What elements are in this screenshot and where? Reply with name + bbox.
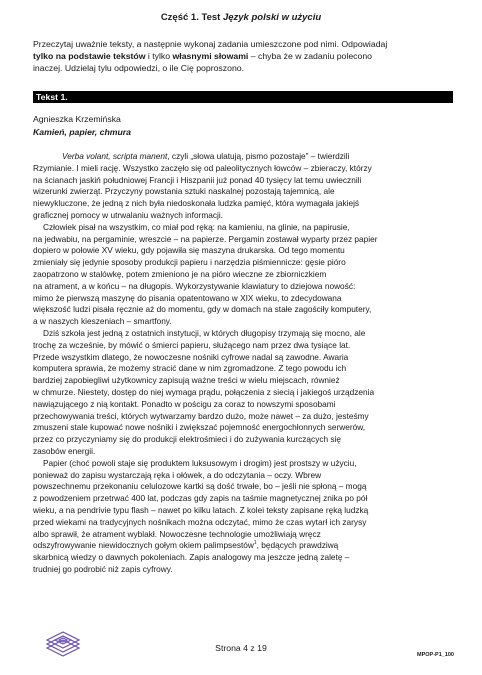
text-line: mimo że pierwszą maszynę do pisania opatentowano w XIX wieku, to zdecydowana [33, 292, 342, 303]
text-line: wieku, a na pendrivie typu flash – nawet po kilku latach. Z kolei teksty zapisane ręką ludzką [33, 504, 369, 515]
text-fragment: , czyli „słowa ulatują, pismo pozostaje” – twierdzili [167, 151, 350, 161]
text-line: na ścianach jaskiń południowej Francji i Hiszpanii już ponad 40 tysięcy lat temu uwiecznili [33, 174, 362, 185]
document-code: MPOP-P1_100 [417, 652, 454, 658]
part-title-italic: Język polski w użyciu [222, 12, 322, 23]
instructions-bold-texts: tylko na podstawie tekstów [33, 51, 146, 61]
text-line: Człowiek pisał na wszystkim, co miał pod ręką: na kamieniu, na glinie, na papirusie, [43, 221, 350, 232]
instructions-line-1: Przeczytaj uważnie teksty, a następnie wykonaj zadania umieszczone pod nimi. Odpowiadaj [33, 39, 388, 49]
text-line: Przede wszystkim dlatego, że nowoczesne nośniki cyfrowe nadal są zawodne. Awaria [33, 351, 349, 362]
text-line: albo sprawił, że atrament wyblakł. Nowoczesne technologie umożliwiają wręcz [33, 528, 321, 539]
text-line: dopiero w połowie XV wieku, gdy pojawiła się maszyna drukarska. Od tego momentu [33, 245, 345, 256]
text-line: nawiązującego z nią kontakt. Ponadto w pościgu za coraz to nowszymi sposobami [33, 398, 336, 409]
text-line: na atrament, a w końcu – na długopis. Wykorzystywanie klawiatury to dziejowa nowość: [33, 280, 356, 291]
instructions-line-3: inaczej. Udzielaj tylu odpowiedzi, o ile Cię poproszono. [33, 63, 245, 73]
text-line: powszechnemu przekonaniu celulozowe kartki są dość trwałe, bo – jeśli nie spłoną – mogą [33, 481, 367, 492]
text-line: skarbnicą wiedzy o dawnych pokoleniach. Zapis analogowy ma jeszcze jedną zaletę – [33, 552, 350, 563]
part-title [0, 12, 482, 23]
instructions-mid: i tylko [145, 51, 173, 61]
latin-quote: Verba volant, scripta manent [62, 151, 168, 161]
text-line: Rzymianie. I mieli rację. Wszystko zaczęło się od paleolitycznych łowców – zbieraczy, którzy [33, 162, 372, 173]
text-line: niewykluczone, że jedną z nich była niedoskonała ludzka pamięć, która wymagała jakiejś [33, 198, 360, 209]
text-line: zasobów energii. [33, 445, 96, 456]
instructions-bold-words: własnymi słowami [172, 51, 249, 61]
text-line: trudniej go podrobić niż zapis cyfrowy. [33, 563, 173, 574]
text-line: graficznej pomocy w utrwalaniu ważnych informacji. [33, 209, 223, 220]
text-line: na jedwabiu, na pergaminie, wreszcie – na papierze. Pergamin zostawał wyparty przez papier [33, 233, 378, 244]
footnote-marker: 1 [253, 540, 257, 547]
work-title: Kamień, papier, chmura [33, 127, 132, 137]
text-line: większość ludzi pisała ręcznie aż do momentu, gdy w domach na stałe zagościły komputery, [33, 304, 372, 315]
text-line: Dziś szkoła jest jedną z ostatnich instytucji, w których długopisy trzymają się mocno, ale [43, 327, 366, 338]
page-number: Strona 4 z 19 [215, 643, 267, 653]
text-line: ponieważ do zapisu wystarczają ręka i ołówek, a do odczytania – oczy. Wbrew [33, 469, 322, 480]
text-line: przed wiekami na tradycyjnych nośnikach można odczytać, mimo że czas wytarł ich zarysy [33, 516, 367, 527]
instructions [33, 38, 451, 74]
text-line: zmuszeni stale kupować nowe nośniki i zwiększać pojemność energochłonnych serwerów, [33, 422, 366, 433]
part-title-prefix: Część 1. Test [160, 12, 223, 23]
text-line: wizerunki zwierząt. Przyczyny powstania sztuki naskalnej pozostają tajemnicą, ale [33, 186, 335, 197]
text-line: trochę za wcześnie, by mówić o śmierci papieru, służącego nam przez dwa tysiące lat. [33, 339, 351, 350]
text-line: komputera sprawia, że możemy stracić dane w nim zgromadzone. Z tego powodu ich [33, 363, 347, 374]
section-bar: Tekst 1. [33, 91, 453, 103]
instructions-end: – chyba że w zadaniu polecono [248, 51, 372, 61]
text-line: z powodzeniem przetrwać 400 lat, podczas gdy zapis na taśmie magnetycznej znika po pół [33, 493, 368, 504]
instructions-line-2 [33, 50, 451, 62]
text-line: w chmurze. Niestety, dostęp do niej wymaga prądu, połączenia z siecią i jakiegoś urządzenia [33, 386, 375, 397]
text-fragment: odszyfrowywanie niewidocznych gołym okiem palimpsestów [33, 540, 254, 551]
text-line [33, 151, 451, 163]
text-line: przechowywania treści, których wytwarzamy bardzo dużo, może nawet – za dużo, jesteśmy [33, 410, 369, 421]
text-line: a w naszych kieszeniach – smartfony. [33, 316, 172, 327]
article-text [33, 151, 451, 576]
text-line [33, 540, 451, 552]
text-line: bardziej zapobiegliwi użytkownicy zapisują ważne treści w wielu miejscach, również [33, 375, 340, 386]
text-line: zmieniały się jedynie sposoby produkcji papieru i narzędzia piśmiennicze: gęsie pióro [33, 257, 346, 268]
text-line: zaopatrzono w stalówkę, potem zmieniono je na pióro wieczne ze zbiorniczkiem [33, 268, 327, 279]
text-line: przez co przyczyniamy się do produkcji elektrośmieci i do zużywania kurczących się [33, 434, 342, 445]
author-name: Agnieszka Krzemińska [33, 114, 121, 124]
text-line: Papier (choć powoli staje się produktem luksusowym i drogim) jest prostszy w użyciu, [43, 457, 357, 468]
text-fragment: , będących prawdziwą [256, 540, 339, 551]
